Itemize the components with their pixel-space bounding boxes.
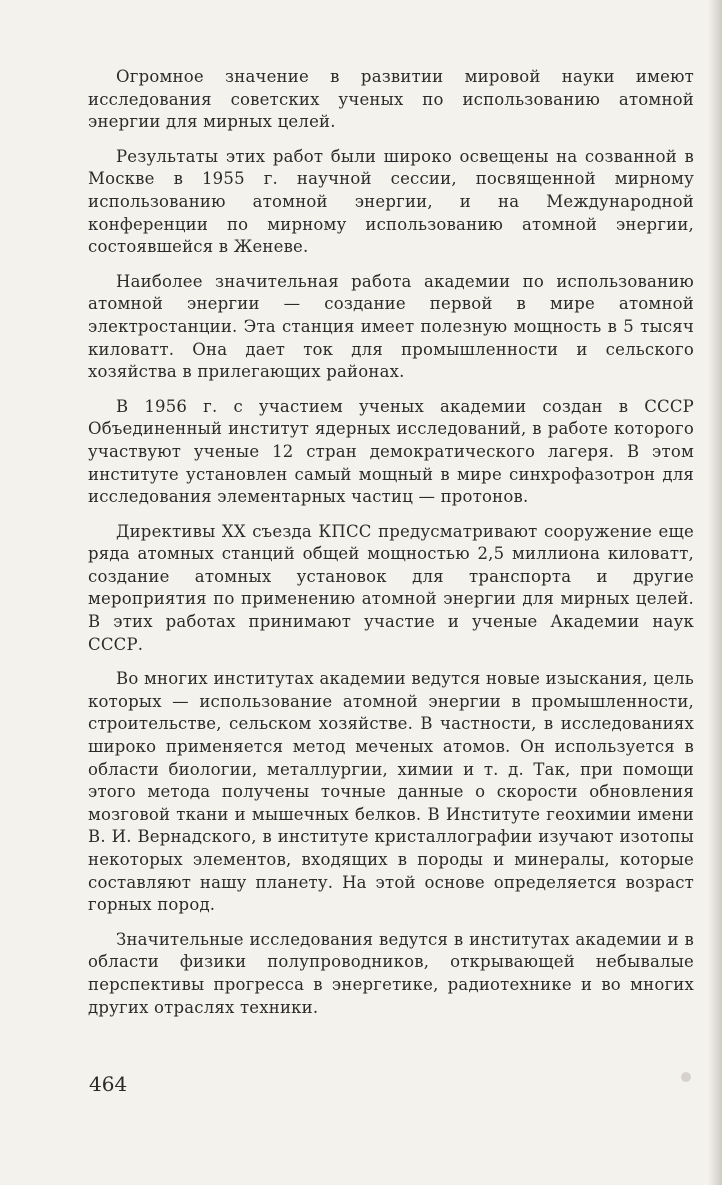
paragraph-1: Огромное значение в развитии мировой науки имеют исследования советских ученых по использованию атомной энергии для мирных целей. bbox=[88, 67, 694, 132]
body-text bbox=[88, 66, 694, 1031]
paragraph-6: Во многих институтах академии ведутся новые изыскания, цель которых — использование атомной энергии в промышленности, строительстве, сельском хозяйстве. В частности, в исследованиях широко применяется метод меченых атомов. Он используется в области биологии, металлургии, химии и т. д. Так, при помощи этого метода получены точные данные о скорости обновления мозговой ткани и мышечных белков. В Институте геохимии имени В. И. Вернадского, в институте кристаллографии изучают изотопы некоторых элементов, входящих в породы и минералы, которые составляют нашу планету. На этой основе определяется возраст горных пород. bbox=[88, 669, 694, 915]
paragraph-5: Директивы XX съезда КПСС предусматривают сооружение еще ряда атомных станций общей мощностью 2,5 миллиона киловатт, создание атомных установок для транспорта и другие мероприятия по применению атомной энергии для мирных целей. В этих работах принимают участие и ученые Академии наук СССР. bbox=[88, 521, 694, 654]
paragraph-3: Наиболее значительная работа академии по использованию атомной энергии — создание первой в мире атомной электростанции. Эта станция имеет полезную мощность в 5 тысяч киловатт. Она дает ток для промышленности и сельского хозяйства в прилегающих районах. bbox=[88, 271, 694, 382]
page-number: 464 bbox=[89, 1072, 128, 1096]
paper-smudge bbox=[681, 1072, 691, 1082]
paragraph-2: Результаты этих работ были широко освещены на созванной в Москве в 1955 г. научной сессии, посвященной мирному использованию атомной энергии, и на Международной конференции по мирному использованию атомной энергии, состоявшейся в Женеве. bbox=[88, 146, 694, 257]
paragraph-4: В 1956 г. с участием ученых академии создан в СССР Объединенный институт ядерных исследований, в работе которого участвуют ученые 12 стран демократического лагеря. В этом институте установлен самый мощный в мире синхрофазотрон для исследования элементарных частиц — протонов. bbox=[88, 396, 694, 507]
page-edge-shadow bbox=[708, 0, 722, 1185]
paragraph-7: Значительные исследования ведутся в институтах академии и в области физики полупроводников, открывающей небывалые перспективы прогресса в энергетике, радиотехнике и во многих других отраслях техники. bbox=[88, 929, 694, 1017]
